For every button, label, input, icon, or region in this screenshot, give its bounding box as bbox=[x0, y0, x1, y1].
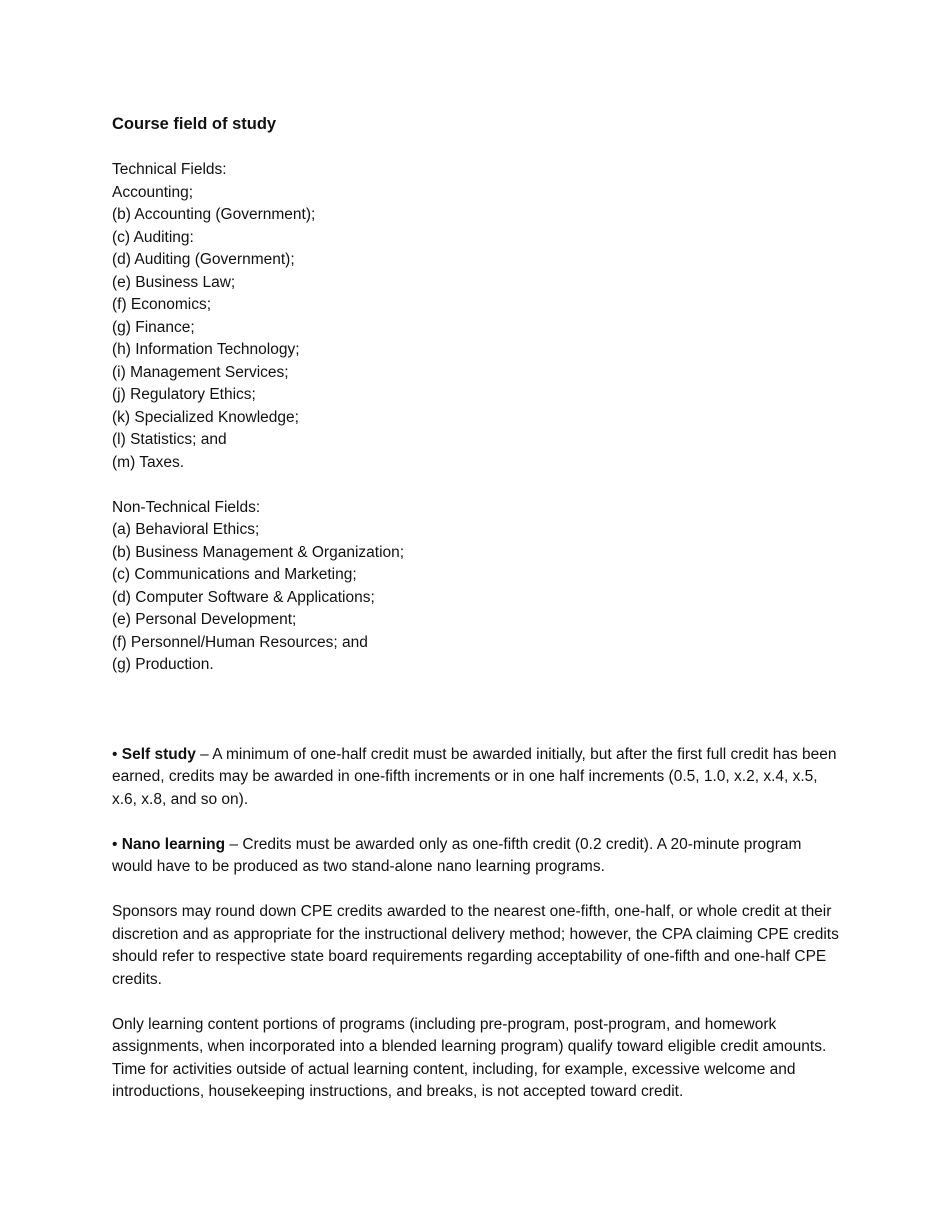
technical-fields-heading: Technical Fields: bbox=[112, 161, 227, 178]
list-item: (e) Personal Development; bbox=[112, 611, 297, 628]
list-item: (d) Computer Software & Applications; bbox=[112, 588, 375, 606]
list-item: (k) Specialized Knowledge; bbox=[112, 408, 299, 426]
list-item: (b) Accounting (Government); bbox=[112, 206, 316, 223]
bullet-icon: • bbox=[112, 745, 118, 763]
page-title: Course field of study bbox=[112, 115, 277, 133]
list-item: (m) Taxes. bbox=[112, 453, 185, 471]
document-page bbox=[112, 112, 842, 1126]
list-item: (f) Personnel/Human Resources; and bbox=[112, 633, 368, 651]
list-item: (f) Economics; bbox=[112, 296, 212, 313]
non-technical-fields-heading: Non-Technical Fields: bbox=[112, 498, 261, 516]
list-item: (c) Communications and Marketing; bbox=[112, 566, 357, 583]
list-item: (a) Behavioral Ethics; bbox=[112, 521, 260, 538]
self-study-paragraph bbox=[112, 744, 842, 812]
rounding-paragraph: Sponsors may round down CPE credits awarded to the nearest one-fifth, one-half, or whole credit at their discretion and as appropriate for the instructional delivery method; however, the CPA claiming CPE credits should refer to respective state board requirements regarding acceptability of one-fifth and one-half CPE credits. bbox=[112, 903, 839, 988]
bullet-icon: • bbox=[112, 835, 118, 853]
spacer bbox=[112, 474, 842, 497]
nano-learning-paragraph bbox=[112, 834, 842, 879]
self-study-label: Self study bbox=[121, 745, 196, 763]
list-item: (i) Management Services; bbox=[112, 363, 289, 381]
list-item: (e) Business Law; bbox=[112, 273, 236, 291]
list-item: (c) Auditing: bbox=[112, 228, 194, 246]
list-item: (g) Finance; bbox=[112, 318, 195, 336]
list-item: (b) Business Management & Organization; bbox=[112, 543, 405, 561]
list-item: (h) Information Technology; bbox=[112, 341, 300, 358]
list-item: Accounting; bbox=[112, 183, 193, 201]
list-item: (l) Statistics; and bbox=[112, 431, 227, 448]
list-item: (j) Regulatory Ethics; bbox=[112, 386, 256, 403]
nano-learning-label: Nano learning bbox=[121, 835, 226, 853]
list-item: (d) Auditing (Government); bbox=[112, 251, 295, 268]
self-study-text: – A minimum of one-half credit must be awarded initially, but after the first full credit has been earned, credits may be awarded in one-fifth increments or in one half increments (0.5, 1.0, x.2, x.4, x.5, x.6, x.8, and so on). bbox=[112, 745, 837, 808]
non-technical-fields-list bbox=[112, 497, 842, 677]
nano-learning-text: – Credits must be awarded only as one-fifth credit (0.2 credit). A 20-minute program would have to be produced as two stand-alone nano learning programs. bbox=[112, 835, 802, 875]
list-item: (g) Production. bbox=[112, 656, 214, 673]
spacer bbox=[112, 677, 842, 744]
technical-fields-list bbox=[112, 159, 842, 474]
learning-content-paragraph: Only learning content portions of programs (including pre-program, post-program, and homework assignments, when incorporated into a blended learning program) qualify toward eligible credit amounts. Time for activities outside of actual learning content, including, for example, excessive welcome and introductions, housekeeping instructions, and breaks, is not accepted toward credit. bbox=[112, 1015, 827, 1100]
